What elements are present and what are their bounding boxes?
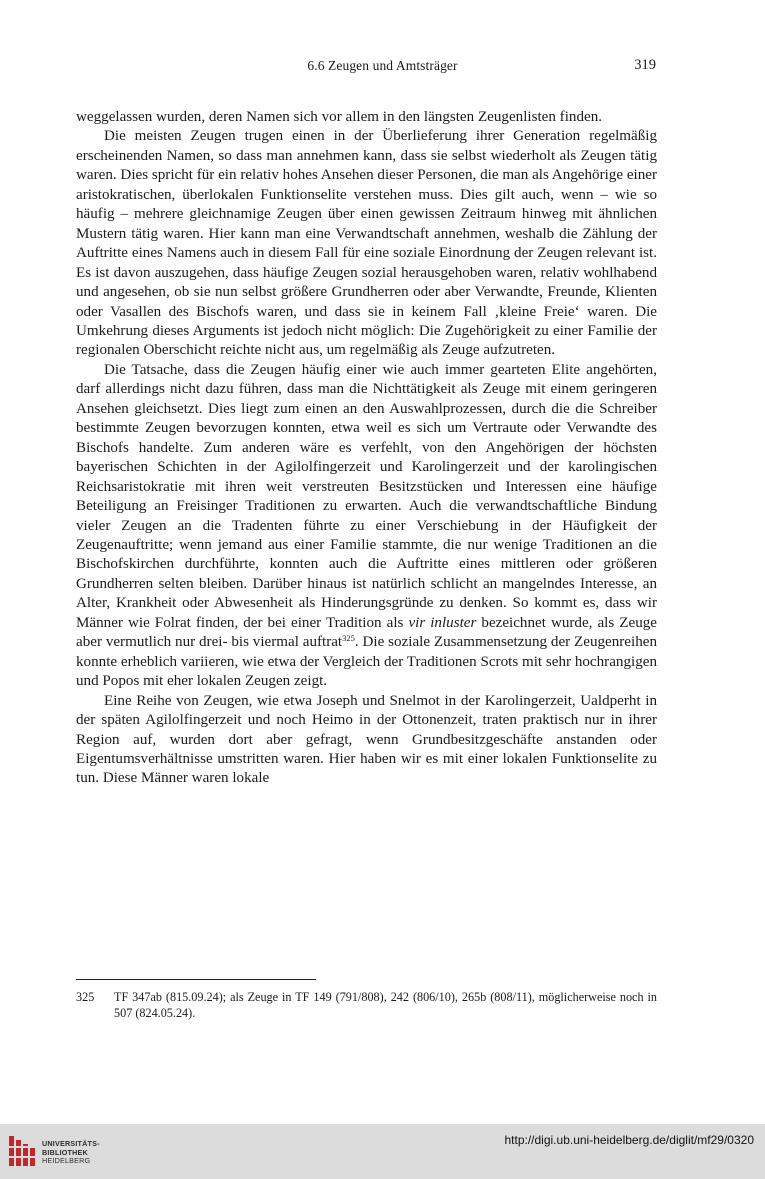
- page-number: 319: [634, 57, 656, 73]
- logo-line: HEIDELBERG: [42, 1156, 91, 1166]
- source-url-link[interactable]: http://digi.ub.uni-heidelberg.de/diglit/mf29/0320: [504, 1133, 754, 1147]
- body-text: [76, 108, 657, 789]
- logo-line: BIBLIOTHEK: [42, 1147, 88, 1157]
- footnote: [76, 989, 657, 1021]
- footnote-text: TF 347ab (815.09.24); als Zeuge in TF 149 (791/808), 242 (806/10), 265b (808/11), möglicherweise noch in 507 (824.05.24).: [114, 990, 657, 1020]
- paragraph-text: weggelassen wurden, deren Namen sich vor allem in den längsten Zeugenlisten finden.: [76, 109, 603, 125]
- running-head: [0, 58, 765, 82]
- paragraph-text: Die meisten Zeugen trugen einen in der Überlieferung ihrer Generation regelmäßig erscheinenden Namen, so dass man annehmen kann, dass sie selbst wiederholt als Zeugen tätig waren. Dies spricht für ein relativ hohes Ansehen dieser Personen, die man als Angehörige einer aristokratischen, überlokalen Funktionselite verstehen muss. Dies gilt auch, wenn – wie so häufig – mehrere gleichnamige Zeugen über einen gewissen Zeitraum hinweg mit ähnlichen Mustern tätig waren. Hier kann man eine Verwandtschaft annehmen, weshalb die Zählung der Auftritte eines Namens auch in diesem Fall für eine soziale Einordnung der Zeugen relevant ist. Es ist davon auszugehen, dass häufige Zeugen sozial herausgehoben waren, relativ wohlhabend und angesehen, ob sie nun selbst größere Grundherren oder aber Verwandte, Freunde, Klienten oder Vasallen des Bischofs waren, und dass sie in keinem Fall ‚kleine Freie‘ waren. Die Umkehrung dieses Arguments ist jedoch nicht möglich: Die Zugehörigkeit zu einer Familie der regionalen Oberschicht reichte nicht aus, um regelmäßig als Zeuge aufzutreten.: [76, 128, 657, 359]
- paragraph-text: Die Tatsache, dass die Zeugen häufig einer wie auch immer gearteten Elite angehörten, darf allerdings nicht dazu führen, dass man die Nichttätigkeit als Zeuge mit einem geringeren Ansehen gleichsetzt. Dies liegt zum einen an den Auswahlprozessen, durch die die Schreiber bestimmte Zeugen bevorzugen konnten, etwa weil es sich um Vertraute oder Verwandte des Bischofs handelte. Zum anderen wäre es verfehlt, von den Angehörigen der höchsten bayerischen Schichten in der Agilolfingerzeit und Karolingerzeit und der karolingischen Reichsaristokratie mit ihren weit verstreuten Besitzstücken und Interessen eine häufige Beteiligung an Freisinger Traditionen zu erwarten. Auch die verwandtschaftliche Bindung vieler Zeugen an die Tradenten führte zu einer Verschiebung in der Häufigkeit der Zeugenauftritte; wenn jemand aus einer Familie stammte, die nur wenige Traditionen an die Bischofskirchen durchführte, konnten auch die Auftritte eines mittleren oder größeren Grundherren selten bleiben. Darüber hinaus ist natürlich schlicht an mangelndes Interesse, an Alter, Krankheit oder Abwesenheit als Hinderungsgründe zu denken. So kommt es, dass wir Männer wie Folrat finden, der bei einer Tradition als: [76, 361, 657, 631]
- paragraph-4: [76, 692, 657, 789]
- footnote-reference[interactable]: 325: [342, 633, 355, 644]
- paragraph-text: bezeichnet wurde, als Zeuge aber vermutlich nur drei- bis viermal auftrat: [76, 614, 657, 651]
- italic-phrase: vir inluster: [408, 614, 477, 631]
- library-logo[interactable]: [8, 1132, 128, 1172]
- university-library-logo-icon: [8, 1132, 38, 1172]
- footnote-number: 325: [76, 990, 95, 1004]
- digitization-footer: [0, 1124, 765, 1179]
- paragraph-1: [76, 108, 657, 127]
- paragraph-3: [76, 361, 657, 692]
- library-name: [42, 1140, 100, 1166]
- paragraph-2: [76, 127, 657, 360]
- footnote-divider: [76, 979, 316, 980]
- running-head-title: 6.6 Zeugen und Amtsträger: [307, 58, 458, 73]
- paragraph-text: Eine Reihe von Zeugen, wie etwa Joseph und Snelmot in der Karolingerzeit, Ualdperht in der späten Agilolfingerzeit und noch Heimo in der Ottonenzeit, traten praktisch nur in ihrer Region auf, wurden dort aber gefragt, wenn Grundbesitzgeschäfte anstanden oder Eigentumsverhältnisse umstritten waren. Hier haben wir es mit einer lokalen Funktionselite zu tun. Diese Männer waren lokale: [76, 692, 657, 787]
- logo-line: UNIVERSITÄTS-: [42, 1139, 100, 1148]
- paragraph-text: . Die soziale Zusammensetzung der Zeugenreihen konnte erheblich variieren, wie etwa der Vergleich der Traditionen Scrots mit sehr hochrangigen und Popos mit eher lokalen Zeugen zeigt.: [76, 634, 657, 690]
